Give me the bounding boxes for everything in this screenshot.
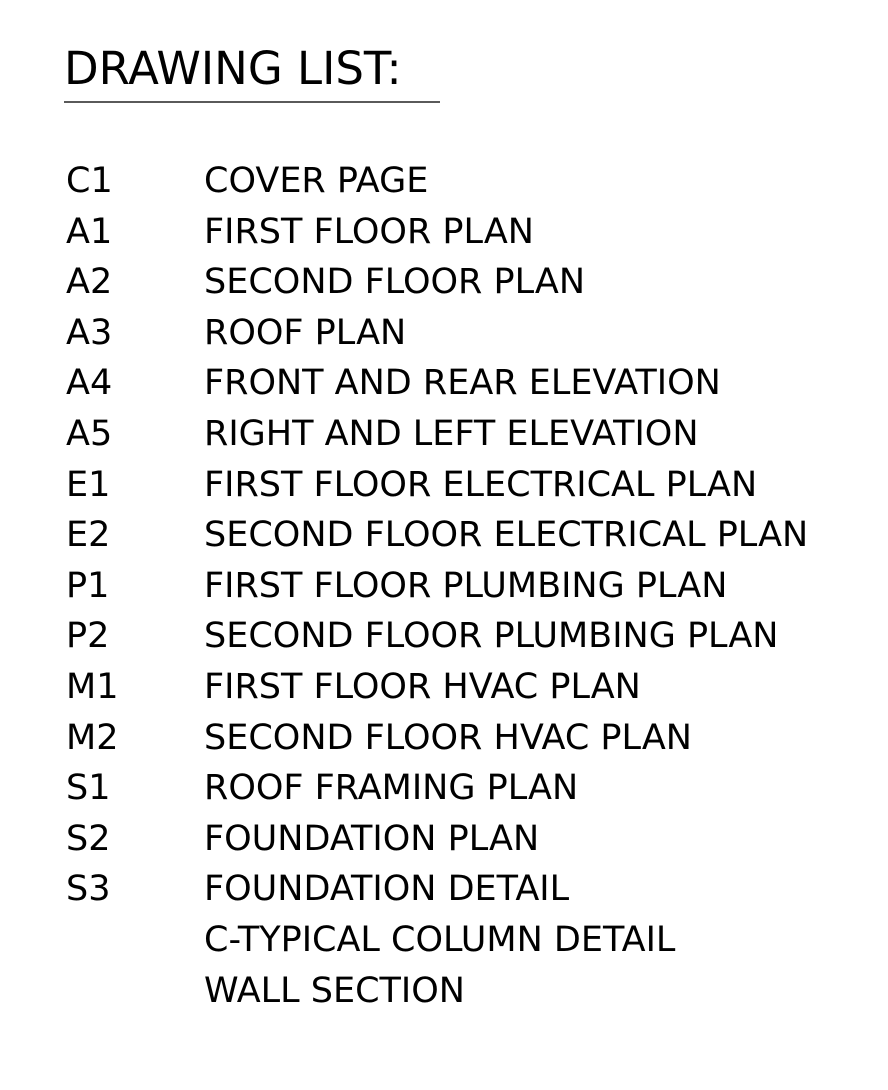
drawing-row <box>66 308 866 359</box>
drawing-code: A5 <box>66 413 113 454</box>
drawing-list <box>66 156 866 1016</box>
drawing-code: A3 <box>66 312 113 353</box>
drawing-list-heading: DRAWING LIST: <box>64 42 402 95</box>
drawing-row <box>66 156 866 207</box>
drawing-title: FOUNDATION PLAN <box>204 818 540 859</box>
drawing-title: FIRST FLOOR ELECTRICAL PLAN <box>204 464 758 505</box>
drawing-row <box>66 814 866 865</box>
drawing-title: FIRST FLOOR HVAC PLAN <box>204 666 641 707</box>
drawing-code: A1 <box>66 211 113 252</box>
drawing-title: ROOF FRAMING PLAN <box>204 768 579 809</box>
drawing-code: M1 <box>66 666 119 707</box>
drawing-title: FIRST FLOOR PLUMBING PLAN <box>204 565 728 606</box>
drawing-row <box>66 662 866 713</box>
drawing-row <box>66 966 866 1017</box>
drawing-code: M2 <box>66 717 119 758</box>
drawing-row <box>66 561 866 612</box>
drawing-code: P1 <box>66 565 110 606</box>
drawing-code: E1 <box>66 464 111 505</box>
drawing-code: A4 <box>66 363 113 404</box>
drawing-title: WALL SECTION <box>204 970 465 1011</box>
drawing-title: ROOF PLAN <box>204 312 407 353</box>
drawing-row <box>66 611 866 662</box>
drawing-code: S2 <box>66 818 111 859</box>
drawing-title: SECOND FLOOR PLAN <box>204 262 586 303</box>
drawing-row <box>66 358 866 409</box>
drawing-code: A2 <box>66 262 113 303</box>
drawing-row <box>66 409 866 460</box>
drawing-title: COVER PAGE <box>204 161 429 201</box>
drawing-code: S3 <box>66 869 111 910</box>
drawing-code: C1 <box>66 161 113 201</box>
drawing-title: SECOND FLOOR PLUMBING PLAN <box>204 616 779 657</box>
drawing-code: E2 <box>66 515 111 556</box>
drawing-title: FRONT AND REAR ELEVATION <box>204 363 721 404</box>
drawing-row <box>66 257 866 308</box>
drawing-title: FIRST FLOOR PLAN <box>204 211 534 252</box>
drawing-title: SECOND FLOOR HVAC PLAN <box>204 717 692 758</box>
drawing-row <box>66 864 866 915</box>
drawing-row <box>66 510 866 561</box>
drawing-row <box>66 460 866 511</box>
drawing-row <box>66 915 866 966</box>
drawing-title: SECOND FLOOR ELECTRICAL PLAN <box>204 515 809 556</box>
drawing-title: C-TYPICAL COLUMN DETAIL <box>204 919 676 960</box>
drawing-row <box>66 713 866 764</box>
drawing-title: RIGHT AND LEFT ELEVATION <box>204 413 699 454</box>
drawing-row <box>66 207 866 258</box>
drawing-row <box>66 763 866 814</box>
heading-underline <box>64 101 440 103</box>
drawing-code: P2 <box>66 616 110 657</box>
drawing-title: FOUNDATION DETAIL <box>204 869 570 910</box>
drawing-code: S1 <box>66 768 111 809</box>
